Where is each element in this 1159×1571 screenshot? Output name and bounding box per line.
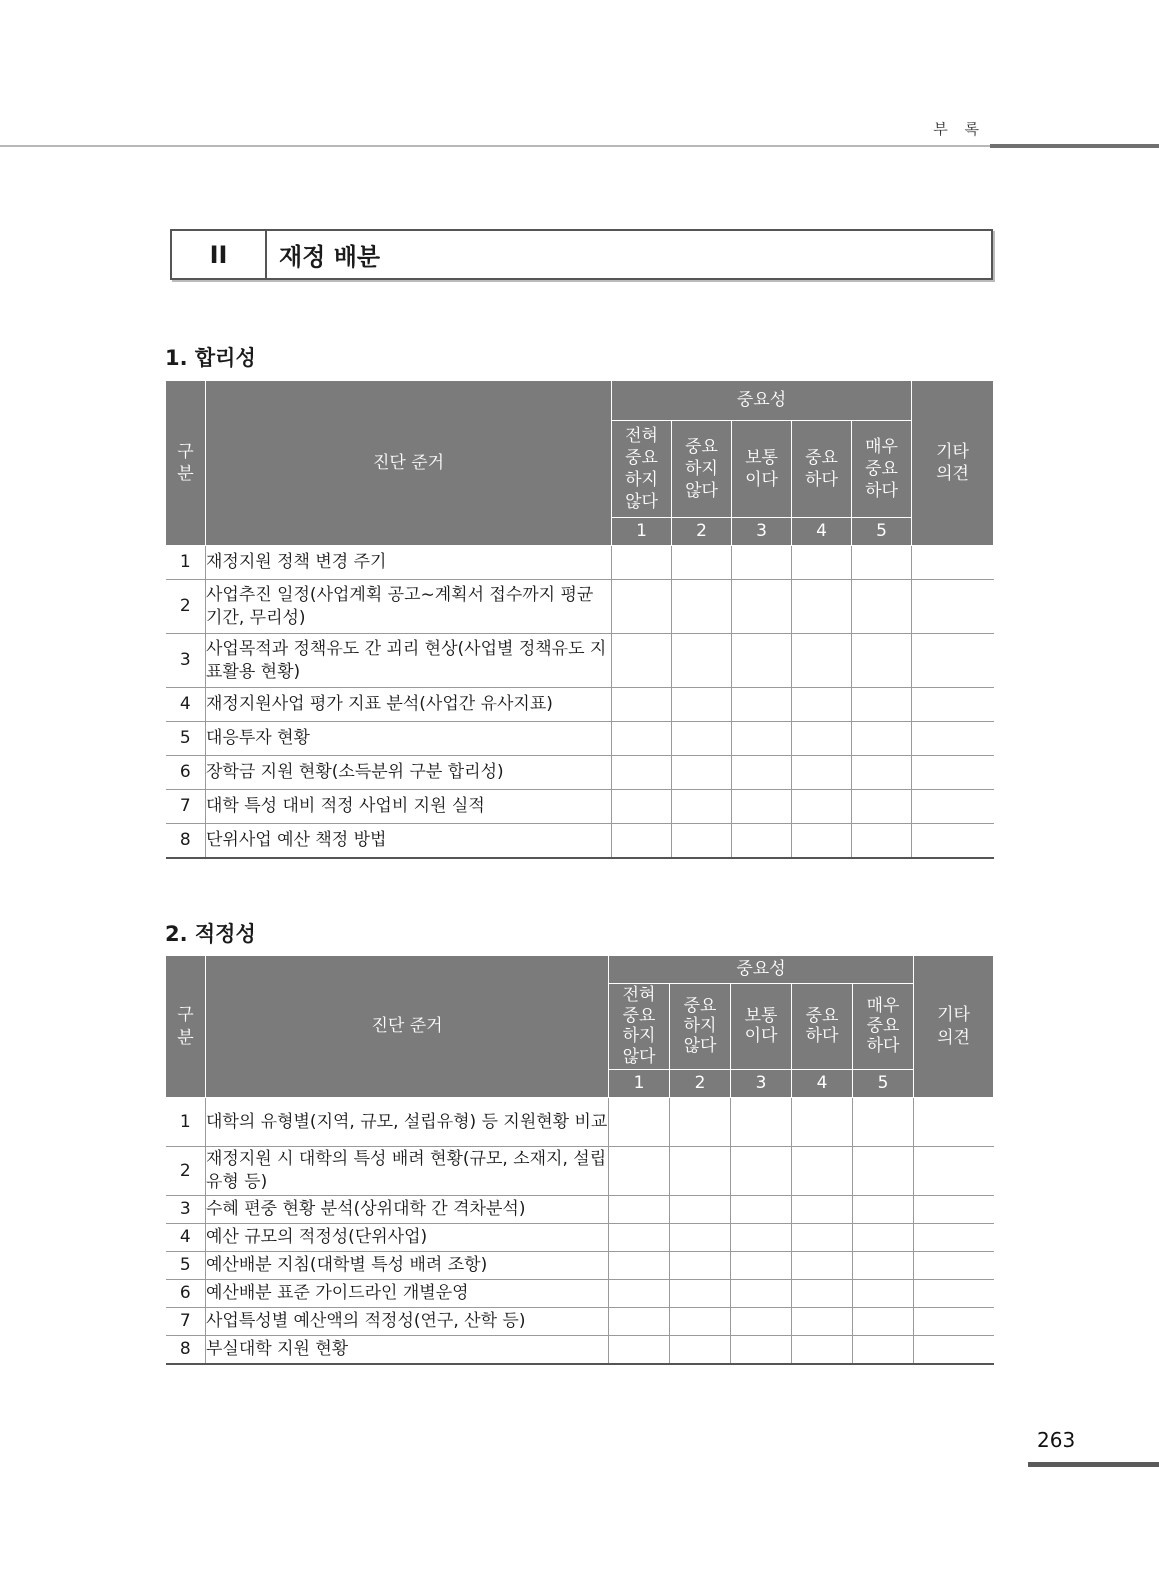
scale-label: 매우중요하다: [853, 984, 914, 1070]
row-criterion: 장학금 지원 현황(소득분위 구분 합리성): [206, 756, 612, 790]
comment-cell[interactable]: [912, 634, 994, 688]
rating-cell[interactable]: [672, 546, 732, 580]
rating-cell[interactable]: [670, 1196, 731, 1224]
header-rule: [0, 145, 990, 147]
rating-cell[interactable]: [670, 1098, 731, 1147]
row-criterion: 사업특성별 예산액의 적정성(연구, 산학 등): [206, 1308, 609, 1336]
rating-cell[interactable]: [792, 790, 852, 824]
rating-cell[interactable]: [792, 1336, 853, 1364]
scale-value: 5: [852, 518, 912, 546]
header-gubun: 구분: [166, 956, 206, 1098]
rating-cell[interactable]: [792, 1196, 853, 1224]
rating-cell[interactable]: [670, 1224, 731, 1252]
table-row: [166, 634, 994, 688]
comment-cell[interactable]: [914, 1147, 994, 1196]
rating-cell[interactable]: [732, 546, 792, 580]
scale-value: 4: [792, 1070, 853, 1098]
rating-cell[interactable]: [672, 580, 732, 634]
rating-cell[interactable]: [852, 722, 912, 756]
row-number: 7: [166, 790, 206, 824]
comment-cell[interactable]: [914, 1098, 994, 1147]
table-row: [166, 1280, 994, 1308]
table-row: [166, 1196, 994, 1224]
scale-value: 1: [612, 518, 672, 546]
rating-cell[interactable]: [792, 722, 852, 756]
comment-cell[interactable]: [914, 1224, 994, 1252]
rating-cell[interactable]: [792, 1308, 853, 1336]
page-number: 263: [1037, 1428, 1076, 1452]
row-number: 8: [166, 1336, 206, 1364]
rating-cell[interactable]: [732, 756, 792, 790]
rating-cell[interactable]: [853, 1224, 914, 1252]
rating-cell[interactable]: [731, 1147, 792, 1196]
table-row: [166, 824, 994, 858]
rating-cell[interactable]: [672, 756, 732, 790]
rating-cell[interactable]: [670, 1308, 731, 1336]
scale-label: 중요하지않다: [670, 984, 731, 1070]
scale-label: 중요하지않다: [672, 421, 732, 518]
scale-label: 전혀중요하지않다: [609, 984, 670, 1070]
rating-cell[interactable]: [670, 1280, 731, 1308]
table-row: [166, 756, 994, 790]
row-number: 4: [166, 1224, 206, 1252]
rating-cell[interactable]: [731, 1280, 792, 1308]
rating-cell[interactable]: [852, 688, 912, 722]
scale-label: 보통이다: [731, 984, 792, 1070]
chapter-title: 재정 배분: [279, 243, 381, 271]
row-criterion: 재정지원 시 대학의 특성 배려 현황(규모, 소재지, 설립유형 등): [206, 1147, 609, 1196]
rating-cell[interactable]: [612, 790, 672, 824]
table-row: [166, 580, 994, 634]
rating-cell[interactable]: [672, 790, 732, 824]
comment-cell[interactable]: [914, 1252, 994, 1280]
comment-cell[interactable]: [914, 1308, 994, 1336]
rating-cell[interactable]: [732, 722, 792, 756]
rating-cell[interactable]: [609, 1252, 670, 1280]
rating-cell[interactable]: [731, 1252, 792, 1280]
chapter-heading-box: [170, 229, 993, 280]
rating-cell[interactable]: [670, 1252, 731, 1280]
row-criterion: 예산배분 표준 가이드라인 개별운영: [206, 1280, 609, 1308]
rating-cell[interactable]: [731, 1098, 792, 1147]
rating-cell[interactable]: [792, 1098, 853, 1147]
rating-cell[interactable]: [609, 1224, 670, 1252]
rating-cell[interactable]: [609, 1196, 670, 1224]
rating-cell[interactable]: [612, 722, 672, 756]
table-row: [166, 1252, 994, 1280]
rating-cell[interactable]: [853, 1336, 914, 1364]
scale-label: 매우중요하다: [852, 421, 912, 518]
comment-cell[interactable]: [912, 790, 994, 824]
row-number: 8: [166, 824, 206, 858]
header-rule-accent: [990, 144, 1159, 148]
header-importance: 중요성: [612, 381, 912, 421]
scale-value: 5: [853, 1070, 914, 1098]
comment-cell[interactable]: [912, 756, 994, 790]
rating-cell[interactable]: [853, 1098, 914, 1147]
rating-cell[interactable]: [732, 634, 792, 688]
scale-label: 중요하다: [792, 984, 853, 1070]
row-criterion: 예산 규모의 적정성(단위사업): [206, 1224, 609, 1252]
rating-cell[interactable]: [792, 546, 852, 580]
rating-cell[interactable]: [731, 1196, 792, 1224]
header-other: 기타의견: [914, 956, 994, 1098]
row-criterion: 대응투자 현황: [206, 722, 612, 756]
comment-cell[interactable]: [912, 546, 994, 580]
header-other: 기타의견: [912, 381, 994, 546]
row-number: 5: [166, 722, 206, 756]
row-criterion: 재정지원 정책 변경 주기: [206, 546, 612, 580]
rating-cell[interactable]: [672, 634, 732, 688]
rating-cell[interactable]: [792, 756, 852, 790]
rating-cell[interactable]: [672, 722, 732, 756]
row-criterion: 단위사업 예산 책정 방법: [206, 824, 612, 858]
chapter-number: II: [172, 231, 267, 278]
rating-cell[interactable]: [612, 688, 672, 722]
row-number: 3: [166, 634, 206, 688]
header-gubun: 구분: [166, 381, 206, 546]
rating-cell[interactable]: [853, 1252, 914, 1280]
rating-cell[interactable]: [612, 634, 672, 688]
row-criterion: 수혜 편중 현황 분석(상위대학 간 격차분석): [206, 1196, 609, 1224]
table-row: [166, 1147, 994, 1196]
table-row: [166, 1098, 994, 1147]
rating-cell[interactable]: [731, 1308, 792, 1336]
row-number: 2: [166, 1147, 206, 1196]
rating-cell[interactable]: [792, 1252, 853, 1280]
scale-label: 전혀중요하지않다: [612, 421, 672, 518]
table-row: [166, 546, 994, 580]
rating-cell[interactable]: [612, 546, 672, 580]
rating-cell[interactable]: [609, 1098, 670, 1147]
scale-value: 2: [670, 1070, 731, 1098]
rating-cell[interactable]: [672, 824, 732, 858]
header-criteria: 진단 준거: [206, 956, 609, 1098]
rating-cell[interactable]: [852, 790, 912, 824]
comment-cell[interactable]: [914, 1336, 994, 1364]
rating-cell[interactable]: [609, 1280, 670, 1308]
rating-cell[interactable]: [853, 1280, 914, 1308]
scale-value: 2: [672, 518, 732, 546]
row-number: 7: [166, 1308, 206, 1336]
row-criterion: 사업목적과 정책유도 간 괴리 현상(사업별 정책유도 지표활용 현황): [206, 634, 612, 688]
rating-cell[interactable]: [792, 580, 852, 634]
rating-cell[interactable]: [732, 688, 792, 722]
rating-cell[interactable]: [731, 1224, 792, 1252]
table-row: [166, 1336, 994, 1364]
rating-cell[interactable]: [732, 580, 792, 634]
table-row: [166, 1224, 994, 1252]
rating-cell[interactable]: [612, 824, 672, 858]
row-number: 6: [166, 1280, 206, 1308]
rating-cell[interactable]: [852, 546, 912, 580]
footer-rule: [1028, 1462, 1159, 1467]
rating-cell[interactable]: [852, 634, 912, 688]
section-title-2: 2. 적정성: [165, 922, 256, 946]
rating-cell[interactable]: [852, 756, 912, 790]
scale-value: 4: [792, 518, 852, 546]
row-number: 5: [166, 1252, 206, 1280]
scale-label: 중요하다: [792, 421, 852, 518]
row-criterion: 재정지원사업 평가 지표 분석(사업간 유사지표): [206, 688, 612, 722]
rating-cell[interactable]: [853, 1147, 914, 1196]
row-number: 1: [166, 546, 206, 580]
rating-cell[interactable]: [792, 1280, 853, 1308]
comment-cell[interactable]: [912, 722, 994, 756]
comment-cell[interactable]: [912, 580, 994, 634]
rating-cell[interactable]: [792, 1147, 853, 1196]
row-criterion: 예산배분 지침(대학별 특성 배려 조항): [206, 1252, 609, 1280]
table-row: [166, 688, 994, 722]
survey-table-1: [165, 380, 994, 859]
comment-cell[interactable]: [912, 824, 994, 858]
comment-cell[interactable]: [912, 688, 994, 722]
scale-value: 1: [609, 1070, 670, 1098]
rating-cell[interactable]: [792, 688, 852, 722]
section-title-1: 1. 합리성: [165, 346, 256, 370]
row-number: 6: [166, 756, 206, 790]
rating-cell[interactable]: [672, 688, 732, 722]
scale-label: 보통이다: [732, 421, 792, 518]
rating-cell[interactable]: [731, 1336, 792, 1364]
row-criterion: 부실대학 지원 현황: [206, 1336, 609, 1364]
row-criterion: 사업추진 일정(사업계획 공고∼계획서 접수까지 평균 기간, 무리성): [206, 580, 612, 634]
header-importance: 중요성: [609, 956, 914, 984]
rating-cell[interactable]: [792, 634, 852, 688]
scale-value: 3: [731, 1070, 792, 1098]
rating-cell[interactable]: [612, 756, 672, 790]
table-row: [166, 790, 994, 824]
row-number: 4: [166, 688, 206, 722]
rating-cell[interactable]: [852, 580, 912, 634]
rating-cell[interactable]: [670, 1147, 731, 1196]
survey-table-2: [165, 955, 994, 1365]
rating-cell[interactable]: [612, 580, 672, 634]
comment-cell[interactable]: [914, 1196, 994, 1224]
row-number: 1: [166, 1098, 206, 1147]
table-row: [166, 722, 994, 756]
rating-cell[interactable]: [609, 1147, 670, 1196]
rating-cell[interactable]: [852, 824, 912, 858]
rating-cell[interactable]: [792, 824, 852, 858]
rating-cell[interactable]: [792, 1224, 853, 1252]
row-number: 3: [166, 1196, 206, 1224]
rating-cell[interactable]: [609, 1336, 670, 1364]
row-number: 2: [166, 580, 206, 634]
scale-value: 3: [732, 518, 792, 546]
comment-cell[interactable]: [914, 1280, 994, 1308]
rating-cell[interactable]: [609, 1308, 670, 1336]
rating-cell[interactable]: [853, 1308, 914, 1336]
table-row: [166, 1308, 994, 1336]
header-criteria: 진단 준거: [206, 381, 612, 546]
rating-cell[interactable]: [670, 1336, 731, 1364]
running-header: 부 록: [933, 120, 985, 138]
rating-cell[interactable]: [853, 1196, 914, 1224]
row-criterion: 대학 특성 대비 적정 사업비 지원 실적: [206, 790, 612, 824]
rating-cell[interactable]: [732, 790, 792, 824]
rating-cell[interactable]: [732, 824, 792, 858]
row-criterion: 대학의 유형별(지역, 규모, 설립유형) 등 지원현황 비교: [206, 1098, 609, 1147]
